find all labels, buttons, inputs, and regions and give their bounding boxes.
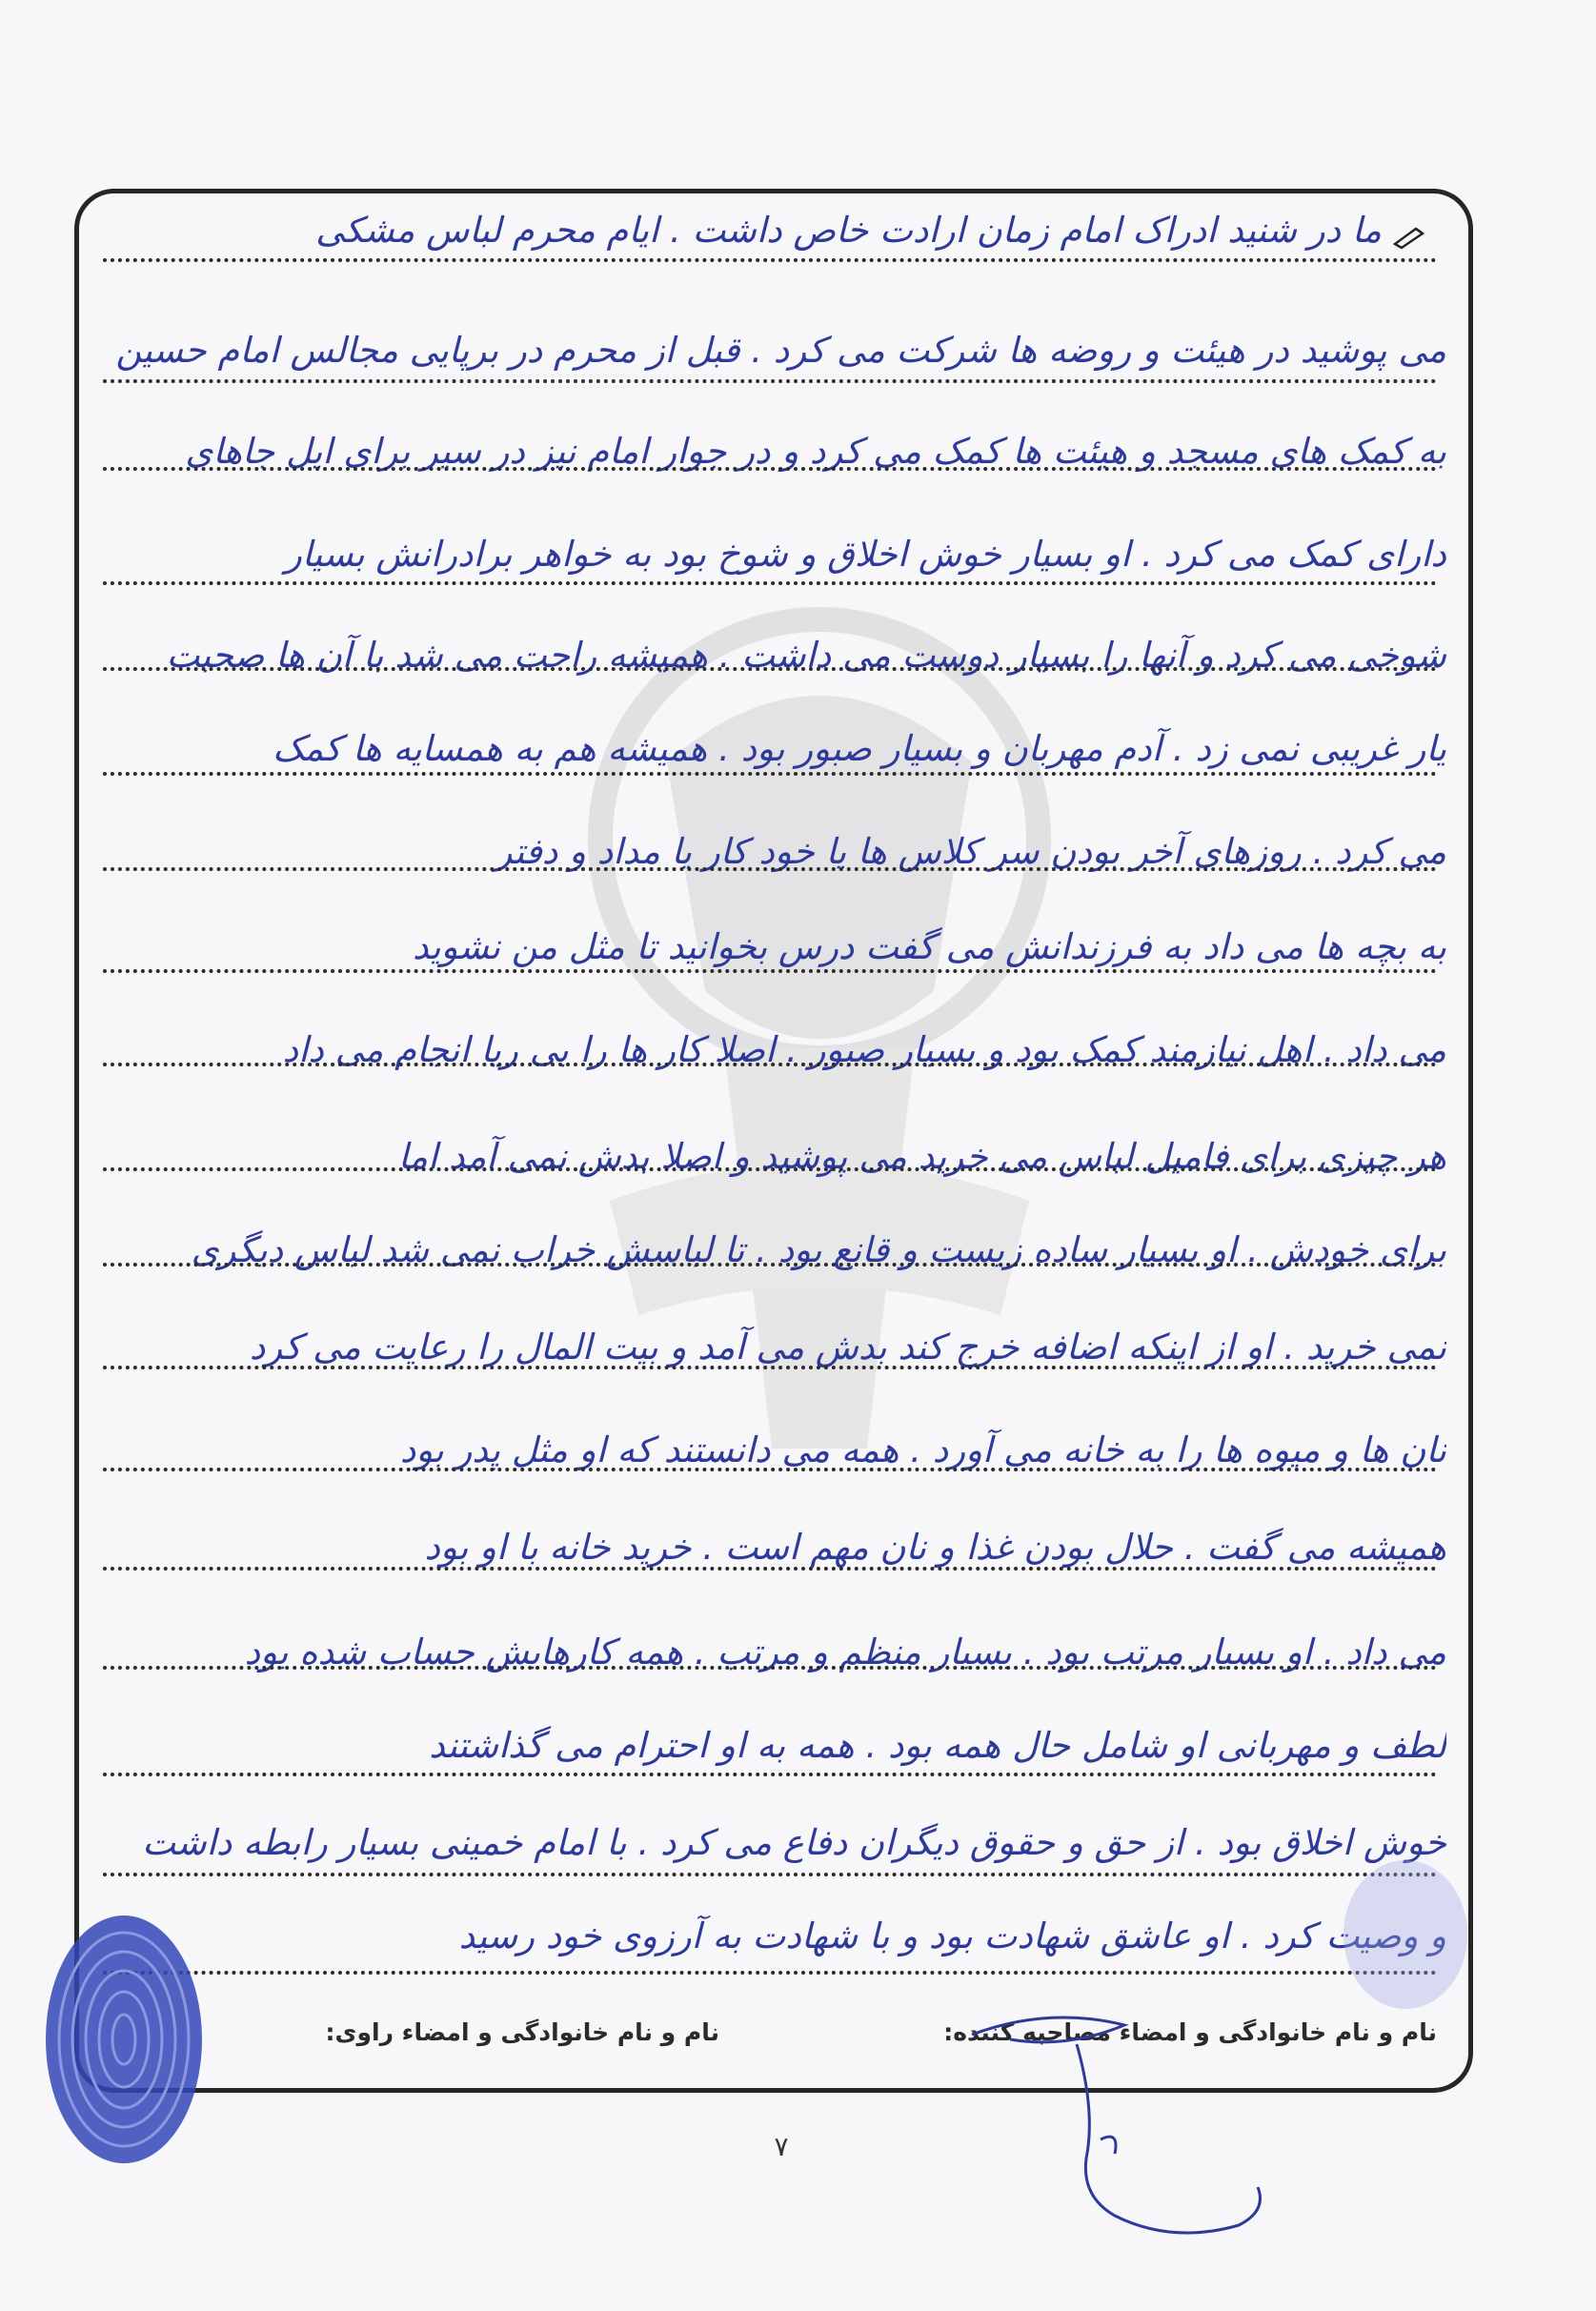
rule-line bbox=[103, 969, 1437, 973]
text-line: هر چیزی برای فامیل لباس می خرید می پوشید و اصلا بدش نمی آمد اما bbox=[397, 1136, 1446, 1177]
rule-line bbox=[103, 1167, 1437, 1171]
text-line: نمی خرید . او از اینکه اضافه خرج کند بدش می آمد و بیت المال را رعایت می کرد bbox=[249, 1327, 1446, 1368]
rule-line bbox=[103, 467, 1437, 471]
signature-scribble bbox=[953, 1997, 1277, 2254]
rule-line bbox=[103, 1971, 1437, 1975]
text-line: همیشه می گفت . حلال بودن غذا و نان مهم است . خرید خانه با او بود bbox=[424, 1527, 1446, 1568]
text-line: دارای کمک می کرد . او بسیار خوش اخلاق و شوخ بود به خواهر برادرانش بسیار bbox=[285, 534, 1446, 575]
fingerprint-mark bbox=[29, 1896, 219, 2182]
rule-line bbox=[103, 1873, 1437, 1876]
rule-line bbox=[103, 258, 1437, 262]
interviewer-signature-label: نام و نام خانوادگی و امضاء مصاحبه کننده: bbox=[943, 2018, 1437, 2046]
rule-line bbox=[103, 1263, 1437, 1267]
narrator-signature-label: نام و نام خانوادگی و امضاء راوی: bbox=[325, 2018, 719, 2046]
ink-smudge bbox=[1329, 1854, 1472, 2016]
rule-line bbox=[103, 1773, 1437, 1776]
rule-line bbox=[103, 772, 1437, 776]
rule-line bbox=[103, 867, 1437, 871]
text-line: می داد . اهل نیازمند کمک بود و بسیار صبور . اصلا کار ها را بی ریا انجام می داد bbox=[282, 1029, 1446, 1070]
text-line: خوش اخلاق بود . از حق و حقوق دیگران دفاع می کرد . با امام خمینی بسیار رابطه داشت bbox=[142, 1822, 1446, 1863]
text-line: نان ها و میوه ها را به خانه می آورد . همه می دانستند که او مثل پدر بود bbox=[399, 1429, 1446, 1470]
rule-line bbox=[103, 667, 1437, 671]
text-line: می کرد . روزهای آخر بودن سر کلاس ها یا خود کار یا مداد و دفتر bbox=[495, 831, 1446, 872]
text-line: برای خودش . او بسیار ساده زیست و قانع بود . تا لباسش خراب نمی شد لباس دیگری bbox=[191, 1229, 1446, 1270]
text-line: ما در شنید ادراک امام زمان ارادت خاص داشت . ایام محرم لباس مشکی bbox=[315, 210, 1382, 251]
text-line: می داد . او بسیار مرتب بود . بسیار منظم و مرتب . همه کارهایش حساب شده بود bbox=[244, 1632, 1446, 1672]
text-line: یار غریبی نمی زد . آدم مهربان و بسیار صبور بود . همیشه هم به همسایه ها کمک bbox=[273, 728, 1446, 769]
text-line: لطف و مهربانی او شامل حال همه بود . همه به او احترام می گذاشتند bbox=[429, 1725, 1446, 1766]
page-number: ۷ bbox=[774, 2131, 789, 2162]
text-line: شوخی می کرد و آنها را بسیار دوست می داشت . همیشه راحت می شد با آن ها صحبت bbox=[166, 635, 1446, 676]
rule-line bbox=[103, 1468, 1437, 1471]
rule-line bbox=[103, 581, 1437, 585]
rule-line bbox=[103, 1666, 1437, 1670]
rule-line bbox=[103, 379, 1437, 383]
text-line: و وصیت کرد . او عاشق شهادت بود و با شهادت به آرزوی خود رسید bbox=[458, 1916, 1446, 1956]
text-line: به بچه ها می داد به فرزندانش می گفت درس بخوانید تا مثل من نشوید bbox=[412, 926, 1446, 967]
rule-line bbox=[103, 1063, 1437, 1066]
rule-line bbox=[103, 1366, 1437, 1369]
rule-line bbox=[103, 1567, 1437, 1571]
text-line: می پوشید در هیئت و روضه ها شرکت می کرد . قبل از محرم در برپایی مجالس امام حسین bbox=[115, 330, 1446, 371]
text-line: به کمک های مسجد و هیئت ها کمک می کرد و در جوار امام نیز در سیر برای ایل جاهای bbox=[185, 431, 1446, 472]
